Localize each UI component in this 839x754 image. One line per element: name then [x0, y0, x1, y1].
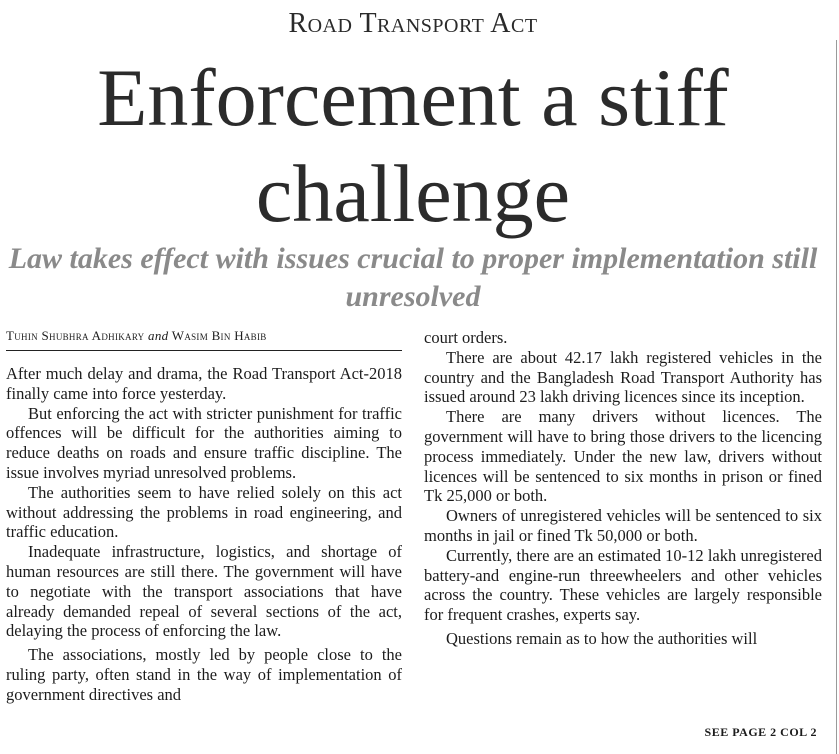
- article-column-1: [6, 364, 402, 705]
- headline: Enforcement a stiff challenge: [97, 52, 729, 239]
- paragraph: There are many drivers without licences. The government will have to bring those drivers to the licencing process immediately. Under the new law, drivers without licences will be sentenced to six months in prison or fined Tk 25,000 or both.: [424, 407, 822, 506]
- paragraph: Questions remain as to how the authorities will: [446, 628, 758, 648]
- jump-line[interactable]: SEE PAGE 2 COL 2: [704, 725, 817, 739]
- paragraph: Owners of unregistered vehicles will be sentenced to six months in jail or fined Tk 50,000 or both.: [424, 506, 822, 545]
- column-rule: [836, 40, 837, 754]
- paragraph: Inadequate infrastructure, logistics, and shortage of human resources are still there. The government will have to negotiate with the transport associations that have already demanded repeal of several sections of the act, delaying the process of enforcing the law.: [6, 542, 402, 641]
- article-column-2: [424, 328, 822, 649]
- paragraph: The associations, mostly led by people close to the ruling party, often stand in the way of implementation of government directives and: [6, 645, 402, 704]
- deck-subheadline: Law takes effect with issues crucial to proper implementation still unresolved: [8, 242, 818, 313]
- author-2: Wasim Bin Habib: [171, 328, 267, 343]
- paragraph: court orders.: [424, 328, 508, 347]
- paragraph: Currently, there are an estimated 10-12 lakh unregistered battery-and engine-run threewheelers and other vehicles across the country. These vehicles are largely responsible for frequent crashes, experts say.: [424, 545, 822, 625]
- paragraph: The authorities seem to have relied solely on this act without addressing the problems in road engineering, and traffic education.: [6, 482, 402, 542]
- paragraph: There are about 42.17 lakh registered vehicles in the country and the Bangladesh Road Transport Authority has issued around 23 lakh driving licences since its inception.: [424, 347, 822, 407]
- author-1: Tuhin Shubhra Adhikary: [6, 328, 145, 343]
- paragraph: But enforcing the act with stricter punishment for traffic offences will be difficult for the authorities aiming to reduce deaths on roads and ensure traffic discipline. The issue involves myriad unresolved problems.: [6, 403, 402, 482]
- byline: [6, 328, 402, 351]
- paragraph: After much delay and drama, the Road Transport Act-2018 finally came into force yesterday.: [6, 364, 402, 403]
- byline-conjunction: and: [148, 328, 169, 343]
- section-kicker: Road Transport Act: [288, 8, 538, 39]
